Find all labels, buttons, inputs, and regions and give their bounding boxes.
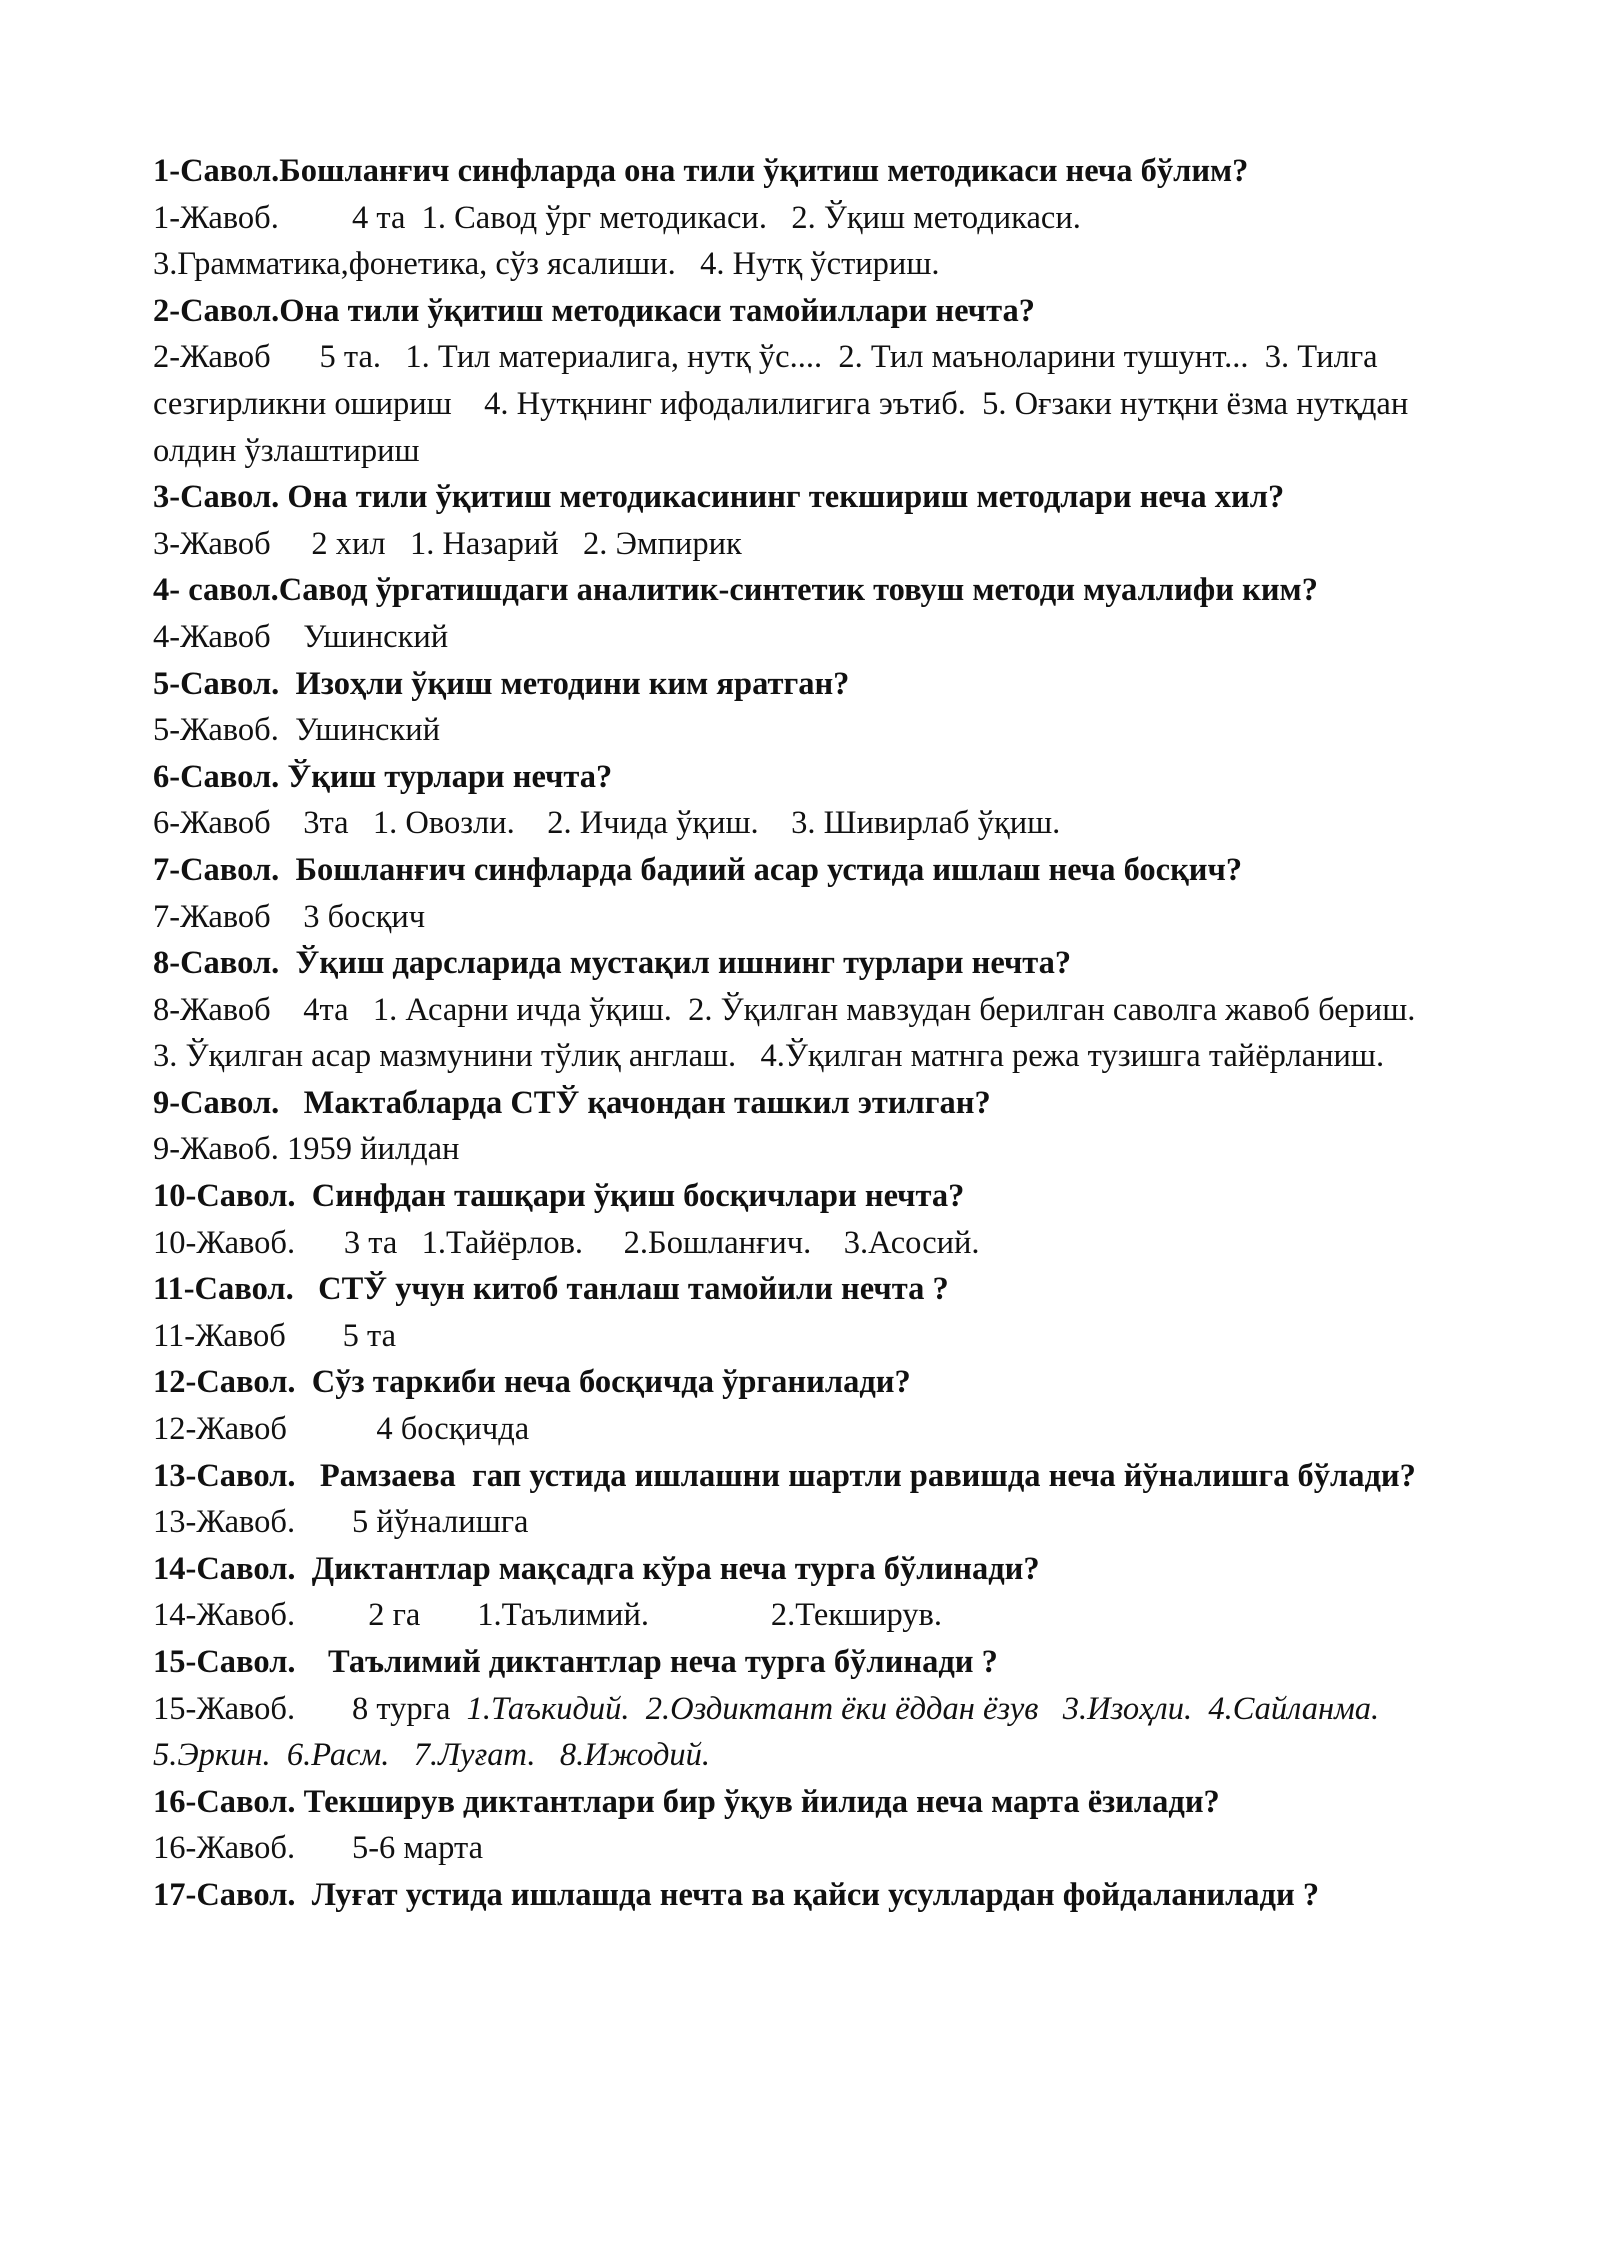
question-7: 7-Савол. Бошланғич синфларда бадиий асар устида ишлаш неча босқич?	[153, 851, 1243, 888]
answer-5: 5-Жавоб. Ушинский	[153, 712, 441, 749]
question-10: 10-Савол. Синфдан ташқари ўқиш босқичлари нечта?	[153, 1178, 965, 1215]
answer-7: 7-Жавоб 3 босқич	[153, 898, 426, 935]
answer-12: 12-Жавоб 4 босқичда	[153, 1411, 530, 1448]
answer-1-line-1: 1-Жавоб. 4 та 1. Савод ўрг методикаси. 2. Ўқиш методикаси.	[153, 199, 1081, 236]
answer-11: 11-Жавоб 5 та	[153, 1317, 397, 1354]
answer-8-line-1: 8-Жавоб 4та 1. Асарни ичда ўқиш. 2. Ўқилган мавзудан берилган саволга жавоб бериш.	[153, 991, 1416, 1028]
question-9: 9-Савол. Мактабларда СТЎ қачондан ташкил этилган?	[153, 1084, 991, 1121]
answer-16: 16-Жавоб. 5-6 марта	[153, 1830, 484, 1867]
question-2: 2-Савол.Она тили ўқитиш методикаси тамойиллари нечта?	[153, 292, 1035, 329]
answer-3: 3-Жавоб 2 хил 1. Назарий 2. Эмпирик	[153, 525, 742, 562]
answer-15-line-2: 5.Эркин. 6.Расм. 7.Луғат. 8.Ижодий.	[153, 1737, 711, 1774]
question-16: 16-Савол. Текширув диктантлари бир ўқув йилида неча марта ёзилади?	[153, 1783, 1220, 1820]
answer-10: 10-Жавоб. 3 та 1.Тайёрлов. 2.Бошланғич. 3.Асосий.	[153, 1224, 980, 1261]
question-6: 6-Савол. Ўқиш турлари нечта?	[153, 758, 613, 795]
document-page	[153, 148, 1443, 1919]
answer-8-line-2: 3. Ўқилган асар мазмунини тўлиқ англаш. 4.Ўқилган матнга режа тузишга тайёрланиш.	[153, 1038, 1385, 1075]
question-5: 5-Савол. Изоҳли ўқиш методини ким яратган?	[153, 665, 850, 702]
question-15: 15-Савол. Таълимий диктантлар неча турга бўлинади ?	[153, 1644, 998, 1680]
answer-14: 14-Жавоб. 2 га 1.Таълимий. 2.Текширув.	[153, 1597, 942, 1634]
question-13: 13-Савол. Рамзаева гап устида ишлашни шартли равишда неча йўналишга бўлади?	[153, 1457, 1416, 1494]
answer-15-list: 1.Таъкидий. 2.Оздиктант ёки ёддан ёзув 3.Изоҳли. 4.Сайланма.	[466, 1690, 1380, 1727]
answer-13: 13-Жавоб. 5 йўналишга	[153, 1504, 529, 1541]
answer-1-line-2: 3.Грамматика,фонетика, сўз ясалиши. 4. Нутқ ўстириш.	[153, 246, 940, 283]
answer-15-lead: 15-Жавоб. 8 турга	[153, 1690, 467, 1727]
answer-9: 9-Жавоб. 1959 йилдан	[153, 1131, 460, 1168]
question-12: 12-Савол. Сўз таркиби неча босқичда ўрганилади?	[153, 1364, 911, 1401]
question-8: 8-Савол. Ўқиш дарсларида мустақил ишнинг турлари нечта?	[153, 945, 1072, 982]
question-11: 11-Савол. СТЎ учун китоб танлаш тамойили нечта ?	[153, 1271, 949, 1308]
answer-4: 4-Жавоб Ушинский	[153, 618, 449, 655]
answer-2: 2-Жавоб 5 та. 1. Тил материалига, нутқ ўс.... 2. Тил маъноларини тушунт... 3. Тилга сезгирликни ошириш 4. Нутқнинг ифодалилигига эътиб. 5. Оғзаки нутқни ёзма нутқдан олдин ўзлаштириш	[153, 339, 1417, 469]
question-4: 4- савол.Савод ўргатишдаги аналитик-синтетик товуш методи муаллифи ким?	[153, 572, 1318, 609]
question-1: 1-Савол.Бошланғич синфларда она тили ўқитиш методикаси неча бўлим?	[153, 153, 1249, 189]
answer-6: 6-Жавоб 3та 1. Овозли. 2. Ичида ўқиш. 3. Шивирлаб ўқиш.	[153, 805, 1061, 842]
question-14: 14-Савол. Диктантлар мақсадга кўра неча турга бўлинади?	[153, 1550, 1040, 1587]
answer-15-line-1	[153, 1686, 1443, 1733]
question-3: 3-Савол. Она тили ўқитиш методикасининг текшириш методлари неча хил?	[153, 479, 1285, 516]
question-17: 17-Савол. Луғат устида ишлашда нечта ва қайси усуллардан фойдаланилади ?	[153, 1876, 1320, 1913]
